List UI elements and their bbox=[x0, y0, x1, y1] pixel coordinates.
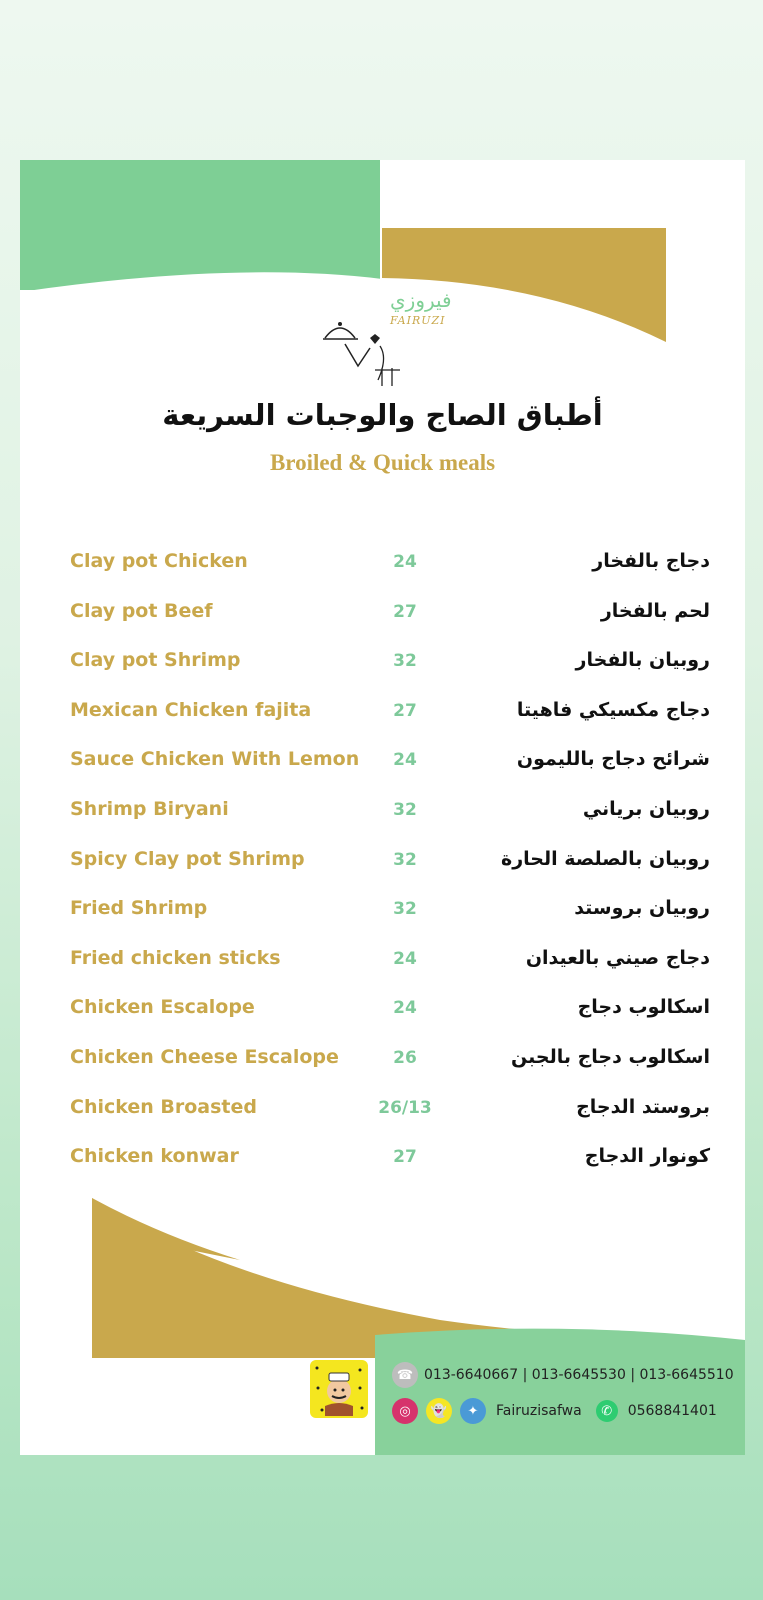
item-price: 32 bbox=[393, 651, 417, 672]
item-name-en: Shrimp Biryani bbox=[70, 797, 229, 820]
item-name-ar: اسكالوب دجاج بالجبن bbox=[511, 1045, 710, 1068]
item-name-ar: لحم بالفخار bbox=[600, 599, 710, 622]
item-name-en: Sauce Chicken With Lemon bbox=[70, 748, 360, 771]
item-name-ar: روبيان برياني bbox=[582, 797, 710, 820]
twitter-icon[interactable]: ✦ bbox=[460, 1398, 486, 1424]
item-price: 26 bbox=[393, 1047, 417, 1068]
menu-item bbox=[20, 1096, 745, 1146]
brand-name-en: FAIRUZI bbox=[390, 314, 446, 327]
snapchat-icon[interactable]: 👻 bbox=[426, 1398, 452, 1424]
menu-item bbox=[20, 1145, 745, 1195]
item-name-ar: دجاج صيني بالعيدان bbox=[525, 946, 710, 969]
instagram-icon[interactable]: ◎ bbox=[392, 1398, 418, 1424]
phone-line bbox=[392, 1362, 734, 1388]
item-name-ar: بروستد الدجاج bbox=[576, 1095, 710, 1118]
contact-footer bbox=[380, 1350, 745, 1455]
item-name-en: Clay pot Beef bbox=[70, 599, 213, 622]
item-name-ar: دجاج مكسيكي فاهيتا bbox=[516, 698, 710, 721]
menu-item bbox=[20, 649, 745, 699]
item-price: 27 bbox=[393, 1147, 417, 1168]
item-price: 24 bbox=[393, 552, 417, 572]
item-name-en: Clay pot Chicken bbox=[70, 550, 248, 572]
phone-numbers[interactable]: 013-6640667 | 013-6645530 | 013-6645510 bbox=[424, 1367, 734, 1383]
social-line bbox=[392, 1398, 717, 1424]
item-price: 27 bbox=[393, 700, 417, 721]
menu-item bbox=[20, 748, 745, 798]
item-name-ar: كونوار الدجاج bbox=[584, 1145, 710, 1168]
menu-item bbox=[20, 600, 745, 650]
item-price: 32 bbox=[393, 799, 417, 820]
item-name-ar: روبيان بالفخار bbox=[575, 649, 710, 672]
item-price: 32 bbox=[393, 849, 417, 870]
item-price: 24 bbox=[393, 948, 417, 969]
item-name-en: Chicken Cheese Escalope bbox=[70, 1045, 339, 1068]
item-price: 26/13 bbox=[378, 1097, 432, 1118]
menu-item bbox=[20, 848, 745, 898]
menu-item bbox=[20, 699, 745, 749]
item-name-en: Clay pot Shrimp bbox=[70, 649, 241, 672]
item-name-ar: روبيان بالصلصة الحارة bbox=[501, 847, 710, 870]
item-name-ar: اسكالوب دجاج bbox=[577, 996, 710, 1019]
item-price: 24 bbox=[393, 750, 417, 771]
item-name-en: Fried Shrimp bbox=[70, 897, 208, 920]
whatsapp-icon[interactable]: ✆ bbox=[596, 1400, 618, 1422]
brand-logo bbox=[320, 288, 470, 398]
menu-item bbox=[20, 550, 745, 600]
item-price: 24 bbox=[393, 998, 417, 1019]
item-name-en: Chicken konwar bbox=[70, 1145, 239, 1168]
item-name-ar: دجاج بالفخار bbox=[592, 550, 710, 572]
menu-item bbox=[20, 798, 745, 848]
social-handle[interactable]: Fairuzisafwa bbox=[496, 1403, 582, 1419]
menu-item bbox=[20, 996, 745, 1046]
section-title-en: Broiled & Quick meals bbox=[269, 450, 496, 475]
item-name-en: Mexican Chicken fajita bbox=[70, 698, 312, 721]
menu-item bbox=[20, 1046, 745, 1096]
brand-name-ar: فيروزي bbox=[390, 288, 452, 312]
item-name-ar: شرائح دجاج بالليمون bbox=[516, 748, 710, 771]
item-price: 32 bbox=[393, 899, 417, 920]
item-name-en: Spicy Clay pot Shrimp bbox=[70, 847, 305, 870]
item-name-en: Chicken Broasted bbox=[70, 1095, 258, 1118]
waiter-logo-icon bbox=[320, 308, 410, 388]
menu-card bbox=[20, 160, 745, 1455]
section-title-ar: أطباق الصاج والوجبات السريعة bbox=[162, 398, 603, 432]
whatsapp-number[interactable]: 0568841401 bbox=[627, 1403, 717, 1419]
snapcode-icon[interactable] bbox=[310, 1360, 368, 1418]
phone-icon: ☎ bbox=[392, 1362, 418, 1388]
menu-item bbox=[20, 897, 745, 947]
item-price: 27 bbox=[393, 601, 417, 622]
menu-item bbox=[20, 947, 745, 997]
item-name-ar: روبيان بروستد bbox=[574, 897, 710, 920]
item-name-en: Chicken Escalope bbox=[70, 996, 255, 1019]
menu-list bbox=[20, 550, 745, 1195]
item-name-en: Fried chicken sticks bbox=[70, 946, 281, 969]
